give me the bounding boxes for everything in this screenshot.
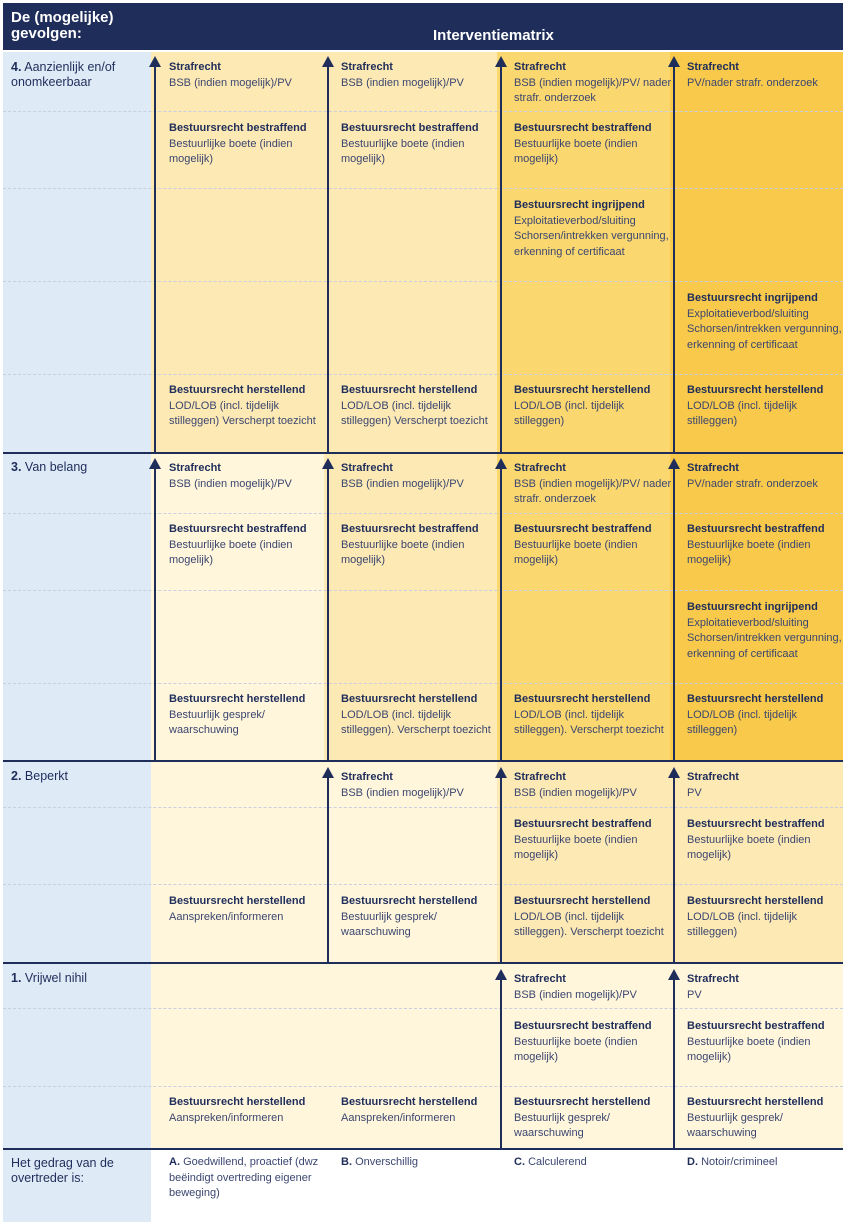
intervention-heading: Bestuursrecht bestraffend [341, 122, 479, 134]
intervention-heading: Bestuursrecht ingrijpend [687, 601, 818, 613]
escalation-arrow [500, 460, 502, 760]
intervention-cell [169, 894, 327, 925]
intervention-heading: Bestuursrecht herstellend [341, 895, 478, 907]
intervention-heading: Strafrecht [514, 973, 566, 985]
intervention-cell [687, 894, 845, 941]
intervention-measure: Bestuurlijke boete (indien mogelijk) [514, 538, 638, 566]
intervention-heading: Bestuursrecht herstellend [687, 1096, 824, 1108]
row-divider [3, 513, 843, 514]
row-divider [3, 1008, 843, 1009]
intervention-cell [514, 522, 672, 569]
intervention-cell [514, 770, 672, 801]
intervention-cell [341, 60, 499, 91]
group-label-3: 3. Van belang [11, 460, 88, 474]
intervention-cell [687, 817, 845, 864]
intervention-heading: Strafrecht [514, 462, 566, 474]
escalation-arrow [327, 460, 329, 760]
group-label-2: 2. Beperkt [11, 769, 69, 783]
intervention-cell [514, 817, 672, 864]
intervention-measure: Aanspreken/informeren [169, 910, 284, 923]
intervention-measure: Bestuurlijke boete (indien mogelijk) [169, 137, 293, 165]
group-divider [3, 452, 843, 454]
label-column [3, 52, 151, 1222]
behaviour-d: D. Notoir/crimineel [687, 1156, 778, 1168]
intervention-heading: Strafrecht [341, 462, 393, 474]
row-divider [3, 807, 843, 808]
column-band [151, 760, 324, 962]
intervention-cell [341, 894, 499, 941]
row-divider [3, 884, 843, 885]
row-divider [3, 188, 843, 189]
intervention-measure: Aanspreken/informeren [169, 1111, 284, 1124]
escalation-arrow [154, 58, 156, 452]
intervention-measure: LOD/LOB (incl. tijdelijk stilleggen) [687, 399, 798, 427]
intervention-cell [514, 1019, 672, 1066]
intervention-heading: Bestuursrecht herstellend [514, 384, 651, 396]
intervention-heading: Strafrecht [169, 462, 221, 474]
group-divider [3, 760, 843, 762]
escalation-arrow [154, 460, 156, 760]
intervention-cell [514, 198, 672, 260]
intervention-cell [514, 692, 672, 739]
intervention-measure: BSB (indien mogelijk)/PV [341, 786, 464, 799]
intervention-heading: Bestuursrecht herstellend [169, 1096, 306, 1108]
intervention-heading: Bestuursrecht bestraffend [169, 122, 307, 134]
intervention-cell [341, 461, 499, 492]
intervention-cell [687, 522, 845, 569]
intervention-heading: Bestuursrecht bestraffend [514, 122, 652, 134]
intervention-heading: Bestuursrecht ingrijpend [514, 199, 645, 211]
intervention-measure: Exploitatieverbod/sluiting Schorsen/intrekken vergunning, erkenning of certificaat [514, 214, 669, 258]
group-label-1: 1. Vrijwel nihil [11, 971, 87, 985]
intervention-cell [687, 1095, 845, 1142]
intervention-heading: Bestuursrecht herstellend [514, 693, 651, 705]
escalation-arrow [673, 971, 675, 1148]
intervention-measure: Bestuurlijke boete (indien mogelijk) [687, 833, 811, 861]
intervention-measure: LOD/LOB (incl. tijdelijk stilleggen). Verscherpt toezicht [341, 708, 491, 736]
intervention-heading: Bestuursrecht bestraffend [514, 523, 652, 535]
intervention-measure: Bestuurlijk gesprek/ waarschuwing [169, 708, 265, 736]
intervention-cell [514, 461, 672, 508]
intervention-cell [169, 60, 327, 91]
behaviour-a: A. Goedwillend, proactief (dwz beëindigt overtreding eigener beweging) [169, 1156, 319, 1199]
intervention-heading: Bestuursrecht herstellend [687, 895, 824, 907]
intervention-cell [169, 121, 327, 168]
intervention-measure: LOD/LOB (incl. tijdelijk stilleggen) Verscherpt toezicht [341, 399, 488, 427]
intervention-measure: Bestuurlijke boete (indien mogelijk) [514, 137, 638, 165]
behaviour-c: C. Calculerend [514, 1156, 587, 1168]
intervention-heading: Strafrecht [687, 973, 739, 985]
intervention-cell [687, 461, 845, 492]
intervention-heading: Bestuursrecht bestraffend [341, 523, 479, 535]
escalation-arrow [500, 769, 502, 962]
intervention-heading: Strafrecht [514, 771, 566, 783]
intervention-heading: Bestuursrecht herstellend [687, 384, 824, 396]
escalation-arrow [673, 769, 675, 962]
matrix-header [3, 3, 843, 50]
group-divider [3, 1148, 843, 1150]
intervention-measure: Bestuurlijke boete (indien mogelijk) [341, 137, 465, 165]
intervention-measure: Bestuurlijke boete (indien mogelijk) [514, 1035, 638, 1063]
intervention-measure: Aanspreken/informeren [341, 1111, 456, 1124]
intervention-measure: BSB (indien mogelijk)/PV/ nader strafr. onderzoek [514, 76, 672, 104]
intervention-measure: Exploitatieverbod/sluiting Schorsen/intrekken vergunning, erkenning of certificaat [687, 307, 842, 351]
escalation-arrow [327, 769, 329, 962]
intervention-cell [341, 383, 499, 430]
row-divider [3, 683, 843, 684]
intervention-cell [514, 972, 672, 1003]
intervention-measure: PV/nader strafr. onderzoek [687, 477, 818, 490]
intervention-measure: PV/nader strafr. onderzoek [687, 76, 818, 89]
intervention-heading: Strafrecht [687, 61, 739, 73]
intervention-heading: Bestuursrecht bestraffend [514, 1020, 652, 1032]
intervention-measure: PV [687, 988, 702, 1001]
intervention-heading: Bestuursrecht herstellend [341, 384, 478, 396]
intervention-cell [341, 522, 499, 569]
intervention-heading: Bestuursrecht bestraffend [169, 523, 307, 535]
intervention-cell [687, 692, 845, 739]
row-divider [3, 590, 843, 591]
intervention-heading: Bestuursrecht bestraffend [514, 818, 652, 830]
matrix-title: Interventiematrix [433, 27, 554, 44]
escalation-arrow [673, 58, 675, 452]
escalation-arrow [673, 460, 675, 760]
intervention-measure: LOD/LOB (incl. tijdelijk stilleggen). Verscherpt toezicht [514, 708, 664, 736]
row-divider [3, 281, 843, 282]
intervention-cell [341, 770, 499, 801]
intervention-measure: Exploitatieverbod/sluiting Schorsen/intrekken vergunning, erkenning of certificaat [687, 616, 842, 660]
row-divider [3, 111, 843, 112]
intervention-heading: Strafrecht [341, 771, 393, 783]
intervention-heading: Strafrecht [687, 462, 739, 474]
intervention-heading: Bestuursrecht bestraffend [687, 523, 825, 535]
intervention-heading: Bestuursrecht herstellend [169, 384, 306, 396]
behaviour-label: Het gedrag van de overtreder is: [11, 1156, 114, 1185]
intervention-heading: Bestuursrecht herstellend [169, 895, 306, 907]
intervention-heading: Bestuursrecht herstellend [514, 895, 651, 907]
intervention-cell [514, 894, 672, 941]
intervention-cell [169, 692, 327, 739]
intervention-cell [687, 60, 845, 91]
intervention-heading: Strafrecht [169, 61, 221, 73]
intervention-measure: BSB (indien mogelijk)/PV [514, 988, 637, 1001]
intervention-measure: Bestuurlijke boete (indien mogelijk) [687, 1035, 811, 1063]
intervention-measure: BSB (indien mogelijk)/PV/ nader strafr. onderzoek [514, 477, 672, 505]
intervention-heading: Bestuursrecht herstellend [514, 1096, 651, 1108]
intervention-cell [169, 383, 327, 430]
intervention-measure: BSB (indien mogelijk)/PV [169, 477, 292, 490]
intervention-heading: Strafrecht [341, 61, 393, 73]
intervention-cell [341, 1095, 499, 1126]
intervention-heading: Bestuursrecht ingrijpend [687, 292, 818, 304]
intervention-heading: Strafrecht [514, 61, 566, 73]
intervention-measure: Bestuurlijke boete (indien mogelijk) [169, 538, 293, 566]
intervention-measure: LOD/LOB (incl. tijdelijk stilleggen) [687, 708, 798, 736]
intervention-cell [169, 1095, 327, 1126]
behaviour-b: B. Onverschillig [341, 1156, 419, 1168]
intervention-cell [514, 383, 672, 430]
escalation-arrow [500, 58, 502, 452]
intervention-cell [514, 1095, 672, 1142]
intervention-measure: Bestuurlijk gesprek/ waarschuwing [687, 1111, 783, 1139]
group-label-4: 4. Aanzienlijk en/of onomkeerbaar [11, 60, 116, 89]
group-divider [3, 962, 843, 964]
intervention-cell [169, 522, 327, 569]
escalation-arrow [500, 971, 502, 1148]
intervention-cell [169, 461, 327, 492]
intervention-measure: Bestuurlijke boete (indien mogelijk) [687, 538, 811, 566]
consequences-header: De (mogelijke) gevolgen: [11, 9, 114, 42]
intervention-cell [687, 383, 845, 430]
intervention-measure: LOD/LOB (incl. tijdelijk stilleggen) [687, 910, 798, 938]
intervention-heading: Strafrecht [687, 771, 739, 783]
intervention-cell [687, 291, 845, 353]
intervention-cell [687, 770, 845, 801]
intervention-heading: Bestuursrecht herstellend [341, 693, 478, 705]
intervention-heading: Bestuursrecht herstellend [687, 693, 824, 705]
intervention-measure: PV [687, 786, 702, 799]
intervention-cell [514, 121, 672, 168]
intervention-measure: Bestuurlijk gesprek/ waarschuwing [341, 910, 437, 938]
intervention-heading: Bestuursrecht bestraffend [687, 818, 825, 830]
escalation-arrow [327, 58, 329, 452]
row-divider [3, 374, 843, 375]
intervention-measure: Bestuurlijk gesprek/ waarschuwing [514, 1111, 610, 1139]
intervention-heading: Bestuursrecht herstellend [341, 1096, 478, 1108]
intervention-measure: BSB (indien mogelijk)/PV [341, 76, 464, 89]
intervention-cell [687, 1019, 845, 1066]
intervention-heading: Bestuursrecht bestraffend [687, 1020, 825, 1032]
intervention-measure: BSB (indien mogelijk)/PV [341, 477, 464, 490]
intervention-measure: BSB (indien mogelijk)/PV [169, 76, 292, 89]
intervention-measure: Bestuurlijke boete (indien mogelijk) [341, 538, 465, 566]
intervention-cell [341, 692, 499, 739]
intervention-measure: LOD/LOB (incl. tijdelijk stilleggen) [514, 399, 625, 427]
intervention-cell [341, 121, 499, 168]
intervention-measure: LOD/LOB (incl. tijdelijk stilleggen) Verscherpt toezicht [169, 399, 316, 427]
intervention-measure: BSB (indien mogelijk)/PV [514, 786, 637, 799]
intervention-cell [687, 600, 845, 662]
intervention-measure: LOD/LOB (incl. tijdelijk stilleggen). Verscherpt toezicht [514, 910, 664, 938]
intervention-heading: Bestuursrecht herstellend [169, 693, 306, 705]
intervention-cell [687, 972, 845, 1003]
row-divider [3, 1086, 843, 1087]
intervention-measure: Bestuurlijke boete (indien mogelijk) [514, 833, 638, 861]
intervention-cell [514, 60, 672, 107]
